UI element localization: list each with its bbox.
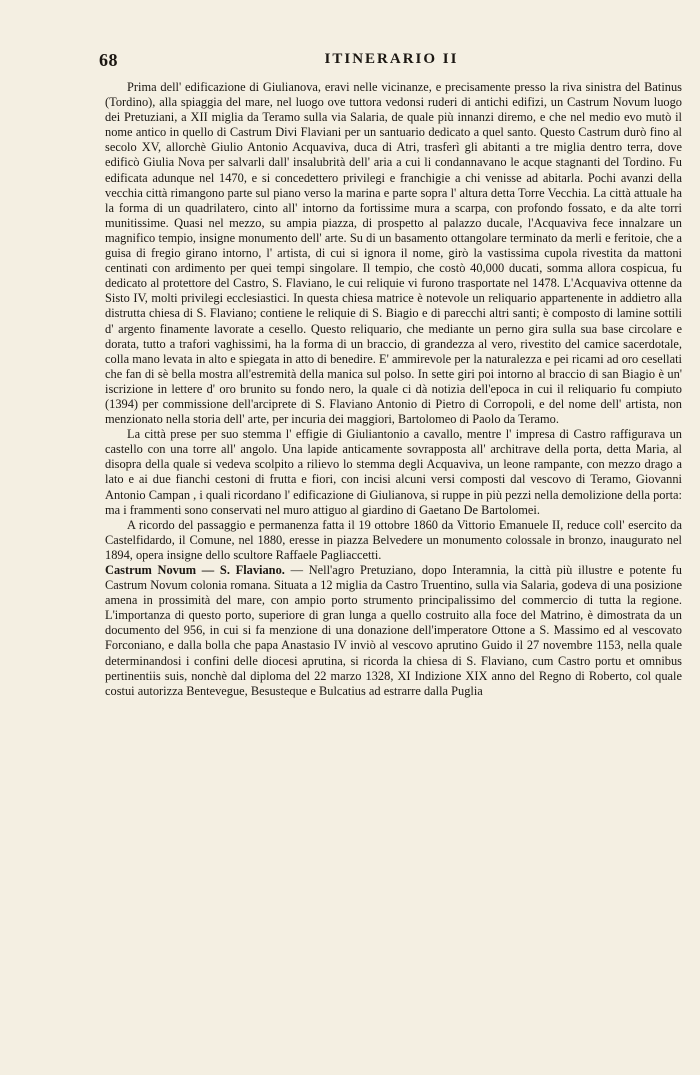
page-number: 68: [99, 50, 118, 70]
section-heading: Castrum Novum — S. Flaviano.: [105, 563, 285, 577]
paragraph-city-coat-of-arms: La città prese per suo stemma l' effigie di Giuliantonio a cavallo, mentre l' impresa di Castro raffigurava un castello con una torre all' angolo. Una lapide anticamente sovrapposta all' architrave della porta, detta Maria, al disopra della quale si vedeva scolpito a rilievo lo stemma degli Acquaviva, un leone rampante, con mezzo drago a lato e ai due fianchi cestoni di frutta e fiori, con incisi alcuni versi composti dal vescovo di Teramo, Giovanni Antonio Campan , i quali ricordano l' edificazione di Giulianova, si ruppe in più pezzi nella demolizione della porta: ma i frammenti sono conservati nel muro attiguo al giardino di Gaetano De Bartolomei.: [105, 427, 682, 517]
paragraph-giulianova-history: Prima dell' edificazione di Giulianova, eravi nelle vicinanze, e precisamente presso la riva sinistra del Batinus (Tordino), alla spiaggia del mare, nel luogo ove tuttora vedonsi ruderi di antichi edifizi, un Castrum Novum luogo dei Pretuziani, a XII miglia da Teramo sulla via Salaria, de quale più innanzi diremo, e che nel medio evo mutò il nome antico in quello di Castrum Divi Flaviani per un santuario dedicato a quel santo. Questo Castrum durò fino al secolo XV, allorchè Giulio Antonio Acquaviva, duca di Atri, trasferì gli abitanti a tre miglia dentro terra, dove edificò Giulia Nova per salvarli dall' insalubrità dell' aria a cui li condannavano le acque stagnanti del Tordino. Fu edificata adunque nel 1470, e si concedettero privilegi e franchigie a chi venisse ad abitarla. Pochi avanzi della vecchia città rimangono parte sul piano verso la marina e parte sopra l' altura detta Torre Vecchia. La città attuale ha la forma di un quadrilatero, cinto all' intorno da fortissime mura a scarpa, con profondo fossato, e da alte torri munitissime. Quasi nel mezzo, su ampia piazza, di prospetto al palazzo ducale, l'Acquaviva fece innalzare un magnifico tempio, insigne monumento dell' arte. Su di un basamento ottangolare terminato da merli e feritoie, che a guisa di fregio girano intorno, l' artista, di cui si ignora il nome, girò la vastissima cupola rivestita da mattoni centinati con ardimento per quei tempi singolare. Il tempio, che costò 40,000 ducati, somma allora cospicua, fu dedicato al protettore del Castro, S. Flaviano, le cui reliquie vi furono trasportate nel 1478. L'Acquaviva ottenne da Sisto IV, molti privilegi ecclesiastici. In questa chiesa matrice è notevole un reliquario appartenente in addietro alla distrutta chiesa di S. Flaviano; contiene le reliquie di S. Biagio e di parecchi altri santi; è composto di lamine sottili d' argento finamente lavorate a cesello. Questo reliquario, che mediante un perno gira sulla sua base circolare e dorata, tutto a trafori vaghissimi, ha la forma di un braccio, di grandezza al vero, rivestito del camice sacerdotale, colla mano levata in alto e spiegata in atto di benedire. E' ammirevole per la naturalezza e pei ricami ad oro cesellati che fan di sè bella mostra all'estremità della manica sul polso. In sette giri poi intorno al braccio di san Biagio è un' iscrizione in lettere d' oro brunito su fondo nero, la quale ci dà notizia dell'epoca in cui il reliquario fu compiuto (1394) per commissione dell'arciprete di S. Flaviano Antonio di Pietro di Corropoli, e del nome dell' artista, non menzionato nella storia dell' arte, per incuria dei maggiori, Bartolomeo di Paolo da Teramo.: [105, 80, 682, 427]
body-text: [105, 80, 682, 699]
page-header: [99, 50, 684, 76]
section-text: — Nell'agro Pretuziano, dopo Interamnia, la città più illustre e potente fu Castrum Novum colonia romana. Situata a 12 miglia da Castro Truentino, sulla via Salaria, godeva di una posizione amena in prossimità del mare, con ampio porto strumento principalissimo del commercio di tutta la regione. L'importanza di questo porto, superiore di gran lunga a quello costruito alla foce del Matrino, è dimostrata da un documento del 956, in cui si fa menzione di una donazione dell'imperatore Ottone a S. Massimo ed al vescovato Forconiano, e dalla bolla che papa Anastasio IV inviò al vescovo aprutino Guido il 27 novembre 1153, nella quale determinandosi i confini delle diocesi aprutina, si ricorda la chiesa di S. Flaviano, cum Castro portu et omnibus pertinentiis suis, nonchè dal diploma del 22 marzo 1328, XI Indizione XIX anno del Regno di Roberto, col quale costui autorizza Bentevegue, Besusteque e Bulcatius ad estrarre dalla Puglia: [105, 563, 682, 698]
running-title: ITINERARIO II: [324, 51, 459, 67]
paragraph-vittorio-emanuele-monument: A ricordo del passaggio e permanenza fatta il 19 ottobre 1860 da Vittorio Emanuele II, reduce coll' esercito da Castelfidardo, il Comune, nel 1880, eresse in piazza Belvedere un monumento colossale in bronzo, inaugurato nel 1894, opera insigne dello scultore Raffaele Pagliaccetti.: [105, 517, 682, 562]
paragraph-castrum-novum: [105, 563, 682, 699]
